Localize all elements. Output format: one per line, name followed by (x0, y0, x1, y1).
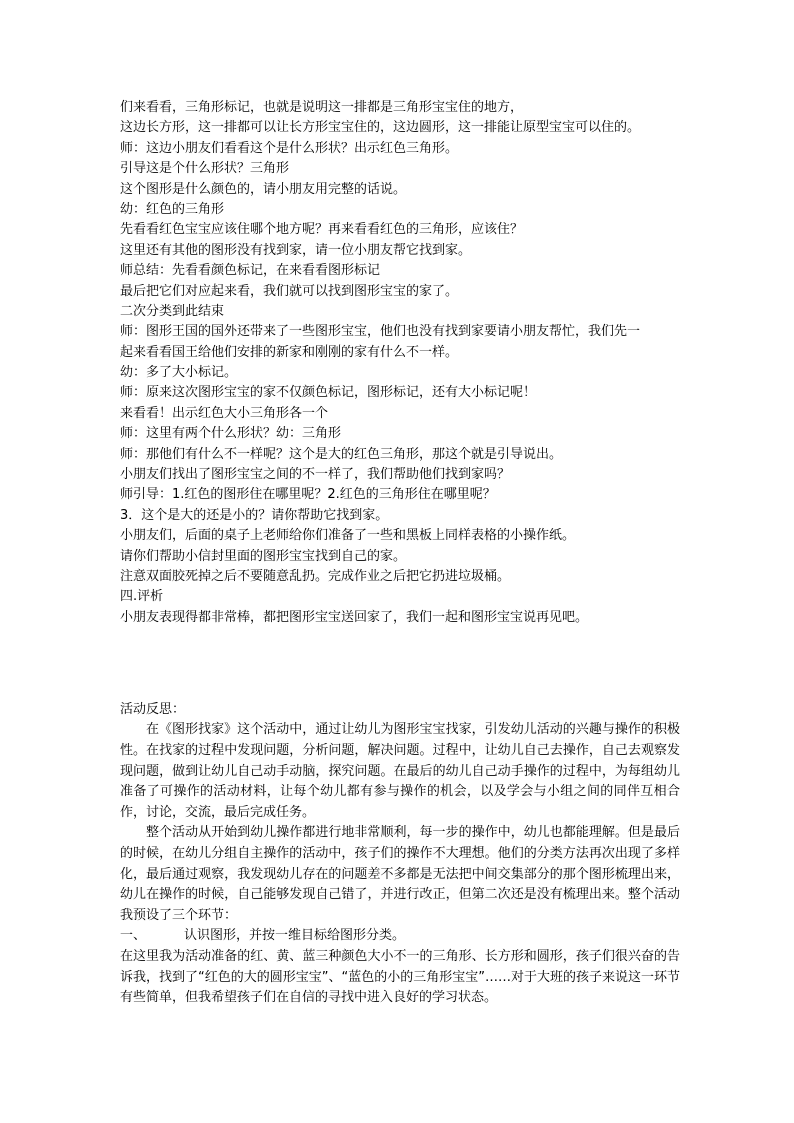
section-item (120, 926, 680, 947)
lesson-line: 幼：红色的三角形 (120, 201, 225, 217)
lesson-line: 师：这里有两个什么形状？幼：三角形 (120, 426, 342, 442)
section-heading: 四.评析 (120, 589, 164, 605)
lesson-line: 先看看红色宝宝应该住哪个地方呢？再来看看红色的三角形，应该住？ (120, 222, 524, 238)
lesson-line: 小朋友们找出了图形宝宝之间的不一样了，我们帮助他们找到家吗？ (120, 467, 511, 483)
lesson-line: 们来看看，三角形标记，也就是说明这一排都是三角形宝宝住的地方， (120, 100, 524, 115)
lesson-line: 师：图形王国的国外还带来了一些图形宝宝，他们也没有找到家要请小朋友帮忙，我们先一 (120, 324, 641, 340)
lesson-line: 这里还有其他的图形没有找到家，请一位小朋友帮它找到家。 (120, 242, 472, 258)
lesson-line: 师：那他们有什么不一样呢？这个是大的红色三角形，那这个就是引导说出。 (120, 446, 563, 462)
lesson-line: 师引导：1.红色的图形住在哪里呢？2.红色的三角形住在哪里呢？ (120, 487, 496, 503)
lesson-line: 小朋友们，后面的桌子上老师给你们准备了一些和黑板上同样表格的小操作纸。 (120, 528, 576, 544)
section-number: 一、 (120, 928, 147, 944)
reflection-title: 活动反思： (120, 702, 186, 717)
reflection-paragraph: 在《图形找家》这个活动中，通过让幼儿为图形宝宝找家，引发幼儿活动的兴趣与操作的积极性。在找家的过程中发现问题，分析问题，解决问题。过程中，让幼儿自己去操作，自己去观察发现问题，做到让幼儿自己动手动脑，探究问题。在最后的幼儿自己动手操作的过程中，为每组幼儿准备了可操作的活动材料，让每个幼儿都有参与操作的机会，以及学会与小组之间的同伴互相合作，讨论，交流，最后完成任务。 (120, 722, 680, 820)
lesson-line: 师：原来这次图形宝宝的家不仅颜色标记，图形标记，还有大小标记呢！ (120, 385, 537, 401)
reflection-paragraph: 在这里我为活动准备的红、黄、蓝三种颜色大小不一的三角形、长方形和圆形，孩子们很兴奋的告诉我，找到了“红色的大的圆形宝宝”、“蓝色的小的三角形宝宝”……对于大班的孩子来说这一环节有些简单，但我希望孩子们在自信的寻找中进入良好的学习状态。 (120, 948, 680, 1006)
lesson-line: 师总结：先看看颜色标记，在来看看图形标记 (120, 263, 381, 279)
section-text: 认识图形，并按一维目标给图形分类。 (184, 928, 406, 944)
lesson-line: 小朋友表现得都非常棒，都把图形宝宝送回家了，我们一起和图形宝宝说再见吧。 (120, 609, 589, 625)
lesson-line: 来看看！出示红色大小三角形各一个 (120, 405, 329, 421)
lesson-line: 这边长方形，这一排都可以让长方形宝宝住的，这边圆形，这一排能让原型宝宝可以住的。 (120, 120, 641, 136)
lesson-line: 二次分类到此结束 (120, 303, 225, 319)
lesson-line: 幼：多了大小标记。 (120, 365, 238, 381)
lesson-transcript (120, 98, 700, 628)
lesson-line: 注意双面胶死掉之后不要随意乱扔。完成作业之后把它扔进垃圾桶。 (120, 568, 511, 584)
activity-reflection (120, 700, 680, 1009)
lesson-line: 请你们帮助小信封里面的图形宝宝找到自己的家。 (120, 548, 407, 564)
lesson-line: 引导这是个什么形状？三角形 (120, 161, 290, 177)
lesson-line: 师：这边小朋友们看看这个是什么形状？出示红色三角形。 (120, 140, 459, 156)
lesson-line: 3．这个是大的还是小的？请你帮助它找到家。 (120, 507, 389, 523)
lesson-line: 起来看看国王给他们安排的新家和刚刚的家有什么不一样。 (120, 344, 459, 360)
lesson-line: 这个图形是什么颜色的，请小朋友用完整的话说。 (120, 181, 407, 197)
lesson-line: 最后把它们对应起来看，我们就可以找到图形宝宝的家了。 (120, 283, 459, 299)
reflection-paragraph: 整个活动从开始到幼儿操作都进行地非常顺利，每一步的操作中，幼儿也都能理解。但是最后的时候，在幼儿分组自主操作的活动中，孩子们的操作不大理想。他们的分类方法再次出现了多样化，最后通过观察，我发现幼儿存在的问题差不多都是无法把中间交集部分的那个图形梳理出来，幼儿在操作的时候，自己能够发现自己错了，并进行改正，但第二次还是没有梳理出来。整个活动我预设了三个环节： (120, 825, 680, 923)
